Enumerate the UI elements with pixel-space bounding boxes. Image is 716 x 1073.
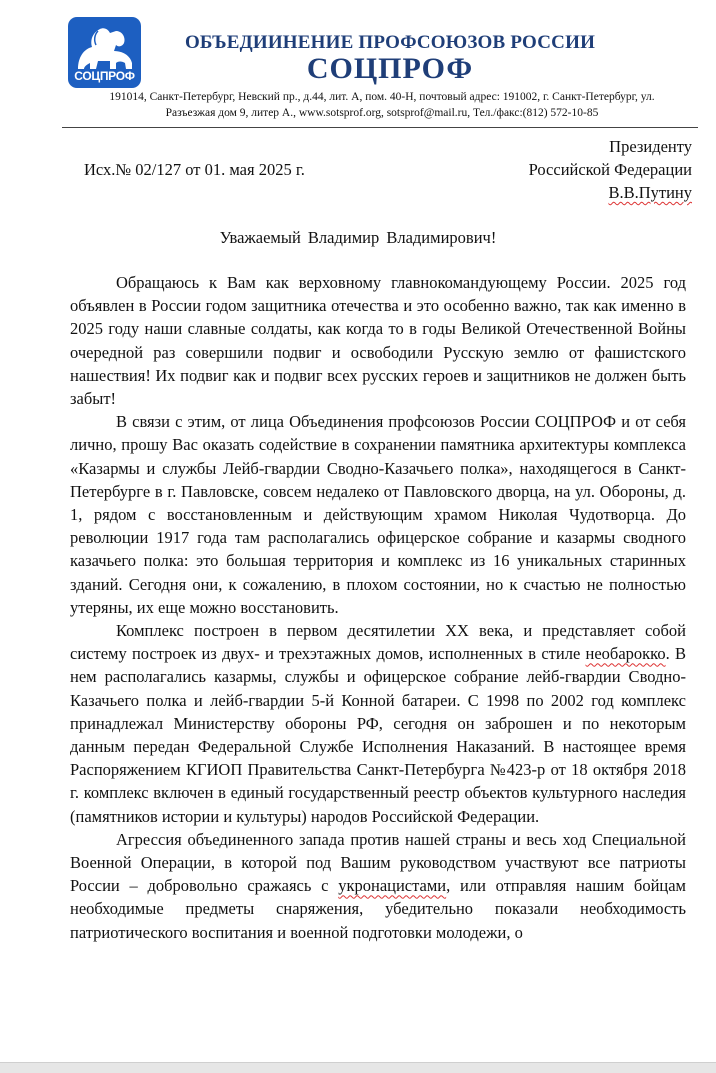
organization-brand: СОЦПРОФ bbox=[306, 52, 474, 85]
address-line-2: Разъезжая дом 9, литер А., www.sotsprof.org, sotsprof@mail.ru, Тел./факс:(812) 572-10-85 bbox=[165, 107, 599, 119]
sotsprof-logo bbox=[68, 17, 141, 88]
header-divider bbox=[62, 127, 698, 128]
addressee-block bbox=[529, 135, 692, 204]
paragraph-4-part-c: , или отправляя нашим бойцам необходимые предметы снаряжения, убедительно показали необходимость патриотического воспитания и военной подготовки молодежи, о bbox=[70, 876, 686, 942]
paragraph-2: В связи с этим, от лица Объединения профсоюзов России СОЦПРОФ и от себя лично, прошу Вас оказать содействие в сохранении памятника архитектуры комплекса «Казармы и службы Лейб-гвардии Сводно-Казачьего полка», находящегося в Санкт-Петербурге в г. Павловске, совсем недалеко от Павловского дворца, на ул. Обороны, д. 1, рядом с восстановленным и действующим храмом Николая Чудотворца. До революции 1917 года там располагались офицерское собрание и казармы сводного казачьего полка: это большая территория и комплекс из 16 уникальных старинных зданий. Сегодня они, к сожалению, в плохом состоянии, но к счастью не полностью утеряны, их еще можно восстановить. bbox=[70, 412, 686, 617]
letter-body bbox=[70, 271, 686, 944]
paragraph-4-part-a: Агрессия объединенного запада против нашей страны и весь ход Специальной Военной Операции, в которой под Вашим руководством участвуют все патриоты России – добровольно сражаясь с bbox=[70, 829, 686, 896]
paragraph-3-part-a: Комплекс построен в первом десятилетии XX века, и представляет собой систему построек из двух- и трехэтажных домов, исполненных в стиле bbox=[70, 621, 686, 664]
paragraph-1: Обращаюсь к Вам как верховному главнокомандующему России. 2025 год объявлен в России годом защитника отечества и это особенно важно, так как именно в 2025 году наши славные солдаты, как когда то в годы Великой Отечественной Войны очередной раз совершили подвиг и освободили Русскую землю от фашистского нашествия! Их подвиг как и подвиг всех русских героев и защитников не должен быть забыт! bbox=[70, 273, 686, 409]
greeting: Уважаемый Владимир Владимирович! bbox=[219, 228, 497, 247]
logo-caption: СОЦПРОФ bbox=[74, 69, 135, 83]
outgoing-number: Исх.№ 02/127 от 01. мая 2025 г. bbox=[84, 160, 305, 179]
paragraph-3 bbox=[70, 619, 686, 828]
paragraph-4-flagged-word: укронацистами bbox=[338, 876, 447, 896]
viewer-bottom-bar bbox=[0, 1062, 716, 1073]
organization-title: ОБЪЕДИИНЕНИЕ ПРОФСОЮЗОВ РОССИИ bbox=[184, 32, 596, 53]
paragraph-3-part-c: . В нем располагались казармы, службы и офицерское собрание лейб-гвардии Сводно-Казачьего полка и лейб-гвардии 5-й Конной батареи. С 1998 по 2002 год комплекс принадлежал Министерству обороны РФ, сегодня он заброшен и по некоторым данным передан Федеральной Службе Исполнения Наказаний. В настоящее время Распоряжением КГИОП Правительства Санкт-Петербурга №423-р от 18 октября 2018 г. комплекс включен в единый государственный реестр объектов культурного наследия (памятников истории и культуры) народов Российской Федерации. bbox=[70, 644, 686, 826]
paragraph-4 bbox=[70, 828, 686, 944]
address-line-1: 191014, Санкт-Петербург, Невский пр., д.44, лит. А, пом. 40-Н, почтовый адрес: 191002, г. Санкт-Петербург, ул. bbox=[109, 91, 655, 103]
paragraph-3-flagged-word: необарокко bbox=[585, 644, 666, 664]
addressee-title: Президенту bbox=[609, 137, 692, 156]
addressee-name bbox=[529, 181, 692, 204]
addressee-name-text: В.В.Путину bbox=[608, 183, 692, 202]
addressee-country: Российской Федерации bbox=[528, 160, 692, 179]
